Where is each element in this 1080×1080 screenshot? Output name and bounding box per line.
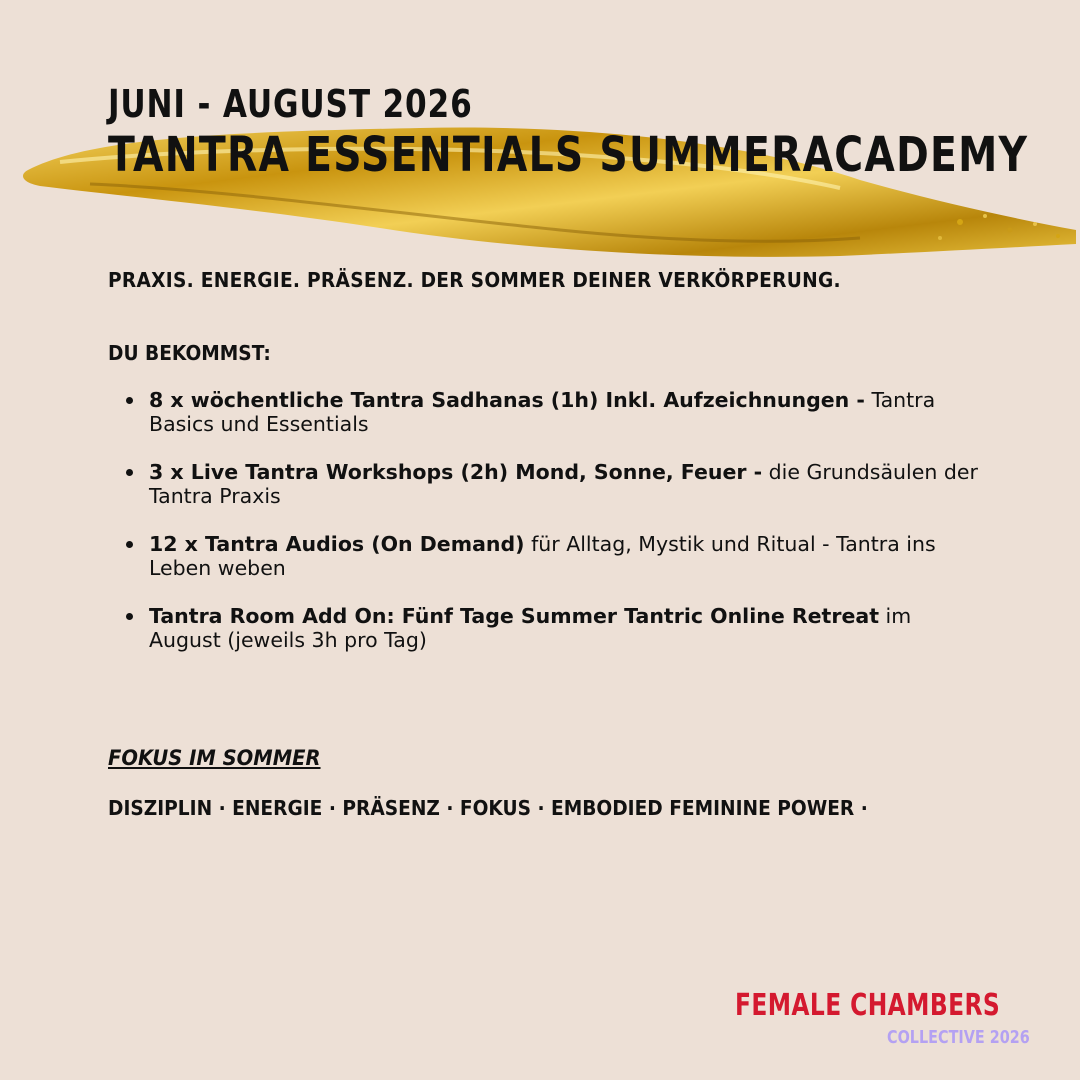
benefit-detail: im August (jeweils 3h pro Tag) <box>149 604 912 652</box>
focus-values: DISZIPLIN · ENERGIE · PRÄSENZ · FOKUS · EMBODIED FEMININE POWER · <box>108 796 868 820</box>
benefit-title: Tantra Room Add On: Fünf Tage Summer Tantric Online Retreat <box>149 604 879 628</box>
focus-heading: FOKUS IM SOMMER <box>108 746 321 770</box>
bullet-icon <box>126 469 133 476</box>
bullet-icon <box>126 541 133 548</box>
list-item <box>122 388 982 436</box>
benefit-detail: für Alltag, Mystik und Ritual - Tantra ins Leben weben <box>149 532 936 580</box>
bullet-icon <box>126 613 133 620</box>
brand-subtitle: COLLECTIVE 2026 <box>887 1027 1030 1048</box>
benefit-title: 8 x wöchentliche Tantra Sadhanas (1h) Inkl. Aufzeichnungen - <box>149 388 865 412</box>
bullet-icon <box>126 397 133 404</box>
benefit-title: 12 x Tantra Audios (On Demand) <box>149 532 525 556</box>
benefit-detail: die Grundsäulen der Tantra Praxis <box>149 460 978 508</box>
benefits-intro: DU BEKOMMST: <box>108 341 271 365</box>
page-title: TANTRA ESSENTIALS SUMMERACADEMY <box>108 127 1029 183</box>
benefits-list <box>122 388 982 676</box>
list-item <box>122 532 982 580</box>
tagline: PRAXIS. ENERGIE. PRÄSENZ. DER SOMMER DEINER VERKÖRPERUNG. <box>108 268 841 292</box>
benefit-title: 3 x Live Tantra Workshops (2h) Mond, Sonne, Feuer - <box>149 460 763 484</box>
list-item <box>122 460 982 508</box>
brand-name: FEMALE CHAMBERS <box>735 988 1001 1023</box>
date-range: JUNI - AUGUST 2026 <box>108 82 473 126</box>
benefit-detail: Tantra Basics und Essentials <box>149 388 936 436</box>
list-item <box>122 604 982 652</box>
